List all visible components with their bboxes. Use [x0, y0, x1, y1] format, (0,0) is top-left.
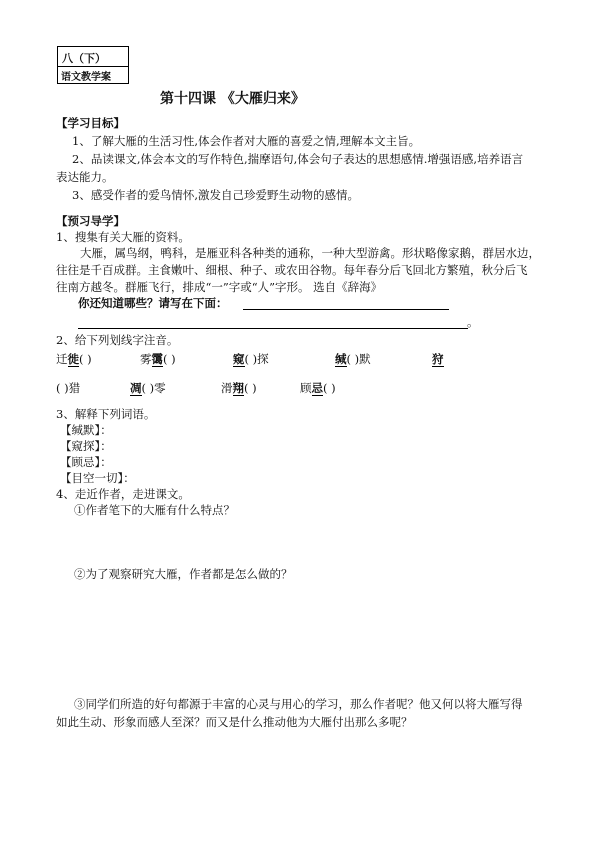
box-divider	[58, 66, 128, 67]
grade-label: 八（下）	[62, 52, 106, 65]
term-item: 【目空一切】：	[60, 471, 135, 485]
sub-question-3-line1: ③同学们所造的好句都源于丰富的心灵与用心的学习，那么作者呢？他又何以将大雁写得	[74, 697, 523, 711]
sub-question-2: ②为了观察研究大雁，作者都是怎么做的？	[74, 567, 293, 581]
objective-2-line2: 表达能力。	[56, 170, 114, 184]
paragraph-line1: 大雁，属鸟纲，鸭科，是雁亚科各种类的通称，一种大型游禽。形状略像家鹅，群居水边，	[80, 246, 540, 260]
sub-question-3-line2: 如此生动、形象而感人至深？而又是什么推动他为大雁付出那么多呢？	[56, 715, 413, 729]
pinyin-item[interactable]: 顾忌( )	[300, 381, 336, 395]
term-item: 【窥探】：	[60, 439, 112, 453]
question-2: 2、给下列划线字注音。	[56, 333, 179, 347]
pinyin-item[interactable]: 雾霭( )	[140, 352, 176, 366]
question-3: 3、解释下列词语。	[56, 407, 156, 421]
subject-label: 语文教学案	[61, 72, 111, 83]
answer-line-2[interactable]	[78, 328, 468, 329]
pinyin-item[interactable]: 迁徙( )	[56, 352, 92, 366]
write-prompt: 你还知道哪些？请写在下面：	[78, 296, 228, 310]
objectives-heading: 【学习目标】	[56, 116, 125, 130]
objective-1: 1、了解大雁的生活习性,体会作者对大雁的喜爱之情,理解本文主旨。	[72, 134, 421, 148]
pinyin-item[interactable]: 狩	[432, 352, 444, 366]
page-title: 第十四课 《大雁归来》	[160, 91, 305, 107]
pinyin-item[interactable]: 缄( )默	[335, 352, 371, 366]
term-item: 【缄默】：	[60, 423, 112, 437]
pinyin-item[interactable]: 滑翔( )	[221, 381, 257, 395]
preview-heading: 【预习导学】	[56, 214, 125, 228]
paragraph-line2: 往往是千百成群。主食嫩叶、细根、种子、或农田谷物。每年春分后飞回北方繁殖，秋分后飞	[56, 263, 528, 277]
question-1: 1、搜集有关大雁的资料。	[56, 230, 190, 244]
header-box	[57, 46, 129, 84]
pinyin-item[interactable]: 凋( )零	[130, 381, 166, 395]
sub-question-1: ①作者笔下的大雁有什么特点？	[74, 503, 235, 517]
end-mark: 。	[467, 315, 479, 329]
objective-2-line1: 2、品读课文,体会本文的写作特色,揣摩语句,体会句子表达的思想感情.增强语感,培养语言	[72, 152, 524, 166]
objective-3: 3、感受作者的爱鸟情怀,激发自己珍爱野生动物的感情。	[72, 188, 359, 202]
paragraph-line3: 往南方越冬。群雁飞行，排成“一”字或“人”字形。 选自《辞海》	[56, 280, 383, 294]
pinyin-item[interactable]: ( )猎	[56, 381, 81, 395]
answer-line-1[interactable]	[243, 309, 449, 310]
question-4: 4、走近作者，走进课文。	[56, 487, 190, 501]
pinyin-item[interactable]: 窥( )探	[233, 352, 269, 366]
term-item: 【顾忌】：	[60, 455, 112, 469]
